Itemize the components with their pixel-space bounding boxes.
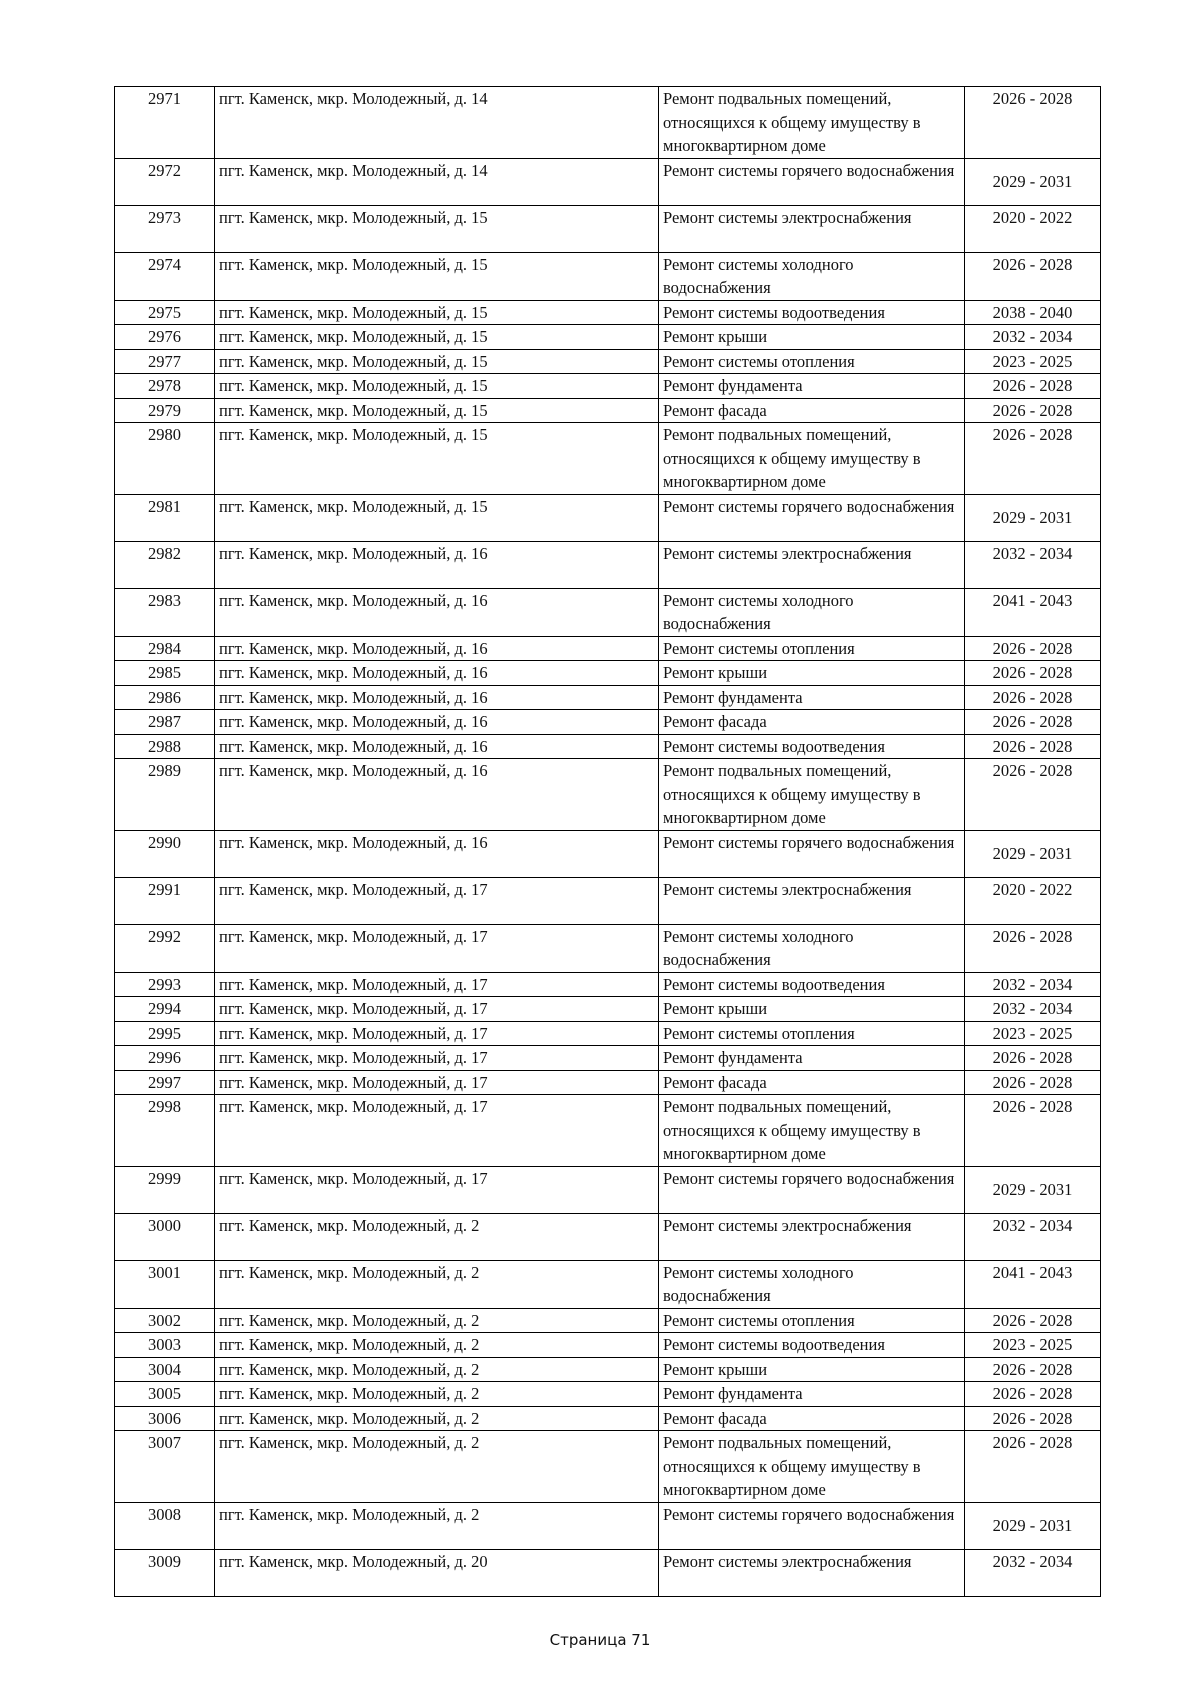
row-work-type: Ремонт системы электроснабжения (659, 541, 965, 588)
table-body (115, 87, 1101, 1597)
table-row (115, 1502, 1101, 1549)
row-period: 2026 - 2028 (965, 924, 1101, 972)
row-number: 2974 (115, 252, 215, 300)
row-work-type: Ремонт системы горячего водоснабжения (659, 1502, 965, 1549)
row-address: пгт. Каменск, мкр. Молодежный, д. 2 (215, 1502, 659, 1549)
row-period: 2029 - 2031 (965, 158, 1101, 205)
row-work-type: Ремонт фасада (659, 1070, 965, 1095)
table-row (115, 1406, 1101, 1431)
table-row (115, 398, 1101, 423)
table-row (115, 734, 1101, 759)
table-row (115, 588, 1101, 636)
table-row (115, 1046, 1101, 1071)
row-period: 2023 - 2025 (965, 1333, 1101, 1358)
row-work-type: Ремонт системы холодного водоснабжения (659, 252, 965, 300)
row-address: пгт. Каменск, мкр. Молодежный, д. 15 (215, 325, 659, 350)
table-row (115, 494, 1101, 541)
row-address: пгт. Каменск, мкр. Молодежный, д. 15 (215, 252, 659, 300)
table-row (115, 205, 1101, 252)
row-period: 2026 - 2028 (965, 1406, 1101, 1431)
row-period: 2026 - 2028 (965, 87, 1101, 159)
row-number: 2999 (115, 1166, 215, 1213)
row-period: 2026 - 2028 (965, 423, 1101, 495)
row-period: 2026 - 2028 (965, 1095, 1101, 1167)
row-work-type: Ремонт системы отопления (659, 349, 965, 374)
table-row (115, 685, 1101, 710)
table-row (115, 1070, 1101, 1095)
table-row (115, 87, 1101, 159)
row-address: пгт. Каменск, мкр. Молодежный, д. 15 (215, 205, 659, 252)
row-address: пгт. Каменск, мкр. Молодежный, д. 15 (215, 423, 659, 495)
row-period: 2041 - 2043 (965, 588, 1101, 636)
row-work-type: Ремонт крыши (659, 325, 965, 350)
row-number: 2986 (115, 685, 215, 710)
table-row (115, 1333, 1101, 1358)
page-number: Страница 71 (549, 1631, 651, 1649)
row-address: пгт. Каменск, мкр. Молодежный, д. 17 (215, 997, 659, 1022)
row-work-type: Ремонт системы горячего водоснабжения (659, 158, 965, 205)
table-row (115, 541, 1101, 588)
row-number: 2984 (115, 636, 215, 661)
row-work-type: Ремонт подвальных помещений, относящихся к общему имуществу в многоквартирном доме (659, 1095, 965, 1167)
row-period: 2026 - 2028 (965, 1382, 1101, 1407)
row-period: 2032 - 2034 (965, 1213, 1101, 1260)
row-address: пгт. Каменск, мкр. Молодежный, д. 15 (215, 494, 659, 541)
row-work-type: Ремонт системы водоотведения (659, 1333, 965, 1358)
row-number: 2998 (115, 1095, 215, 1167)
row-number: 2992 (115, 924, 215, 972)
row-address: пгт. Каменск, мкр. Молодежный, д. 17 (215, 1070, 659, 1095)
table-row (115, 374, 1101, 399)
row-number: 2995 (115, 1021, 215, 1046)
row-work-type: Ремонт системы горячего водоснабжения (659, 830, 965, 877)
row-work-type: Ремонт крыши (659, 661, 965, 686)
row-number: 2982 (115, 541, 215, 588)
row-number: 2988 (115, 734, 215, 759)
row-address: пгт. Каменск, мкр. Молодежный, д. 17 (215, 1166, 659, 1213)
row-address: пгт. Каменск, мкр. Молодежный, д. 17 (215, 1095, 659, 1167)
table-row (115, 158, 1101, 205)
row-address: пгт. Каменск, мкр. Молодежный, д. 2 (215, 1431, 659, 1503)
table-row (115, 349, 1101, 374)
row-work-type: Ремонт фасада (659, 1406, 965, 1431)
row-work-type: Ремонт подвальных помещений, относящихся к общему имуществу в многоквартирном доме (659, 87, 965, 159)
table-row (115, 877, 1101, 924)
row-address: пгт. Каменск, мкр. Молодежный, д. 17 (215, 1046, 659, 1071)
row-period: 2032 - 2034 (965, 1549, 1101, 1596)
table-row (115, 1357, 1101, 1382)
table-row (115, 972, 1101, 997)
row-period: 2023 - 2025 (965, 349, 1101, 374)
row-number: 3001 (115, 1260, 215, 1308)
row-address: пгт. Каменск, мкр. Молодежный, д. 15 (215, 300, 659, 325)
row-address: пгт. Каменск, мкр. Молодежный, д. 16 (215, 830, 659, 877)
table-row (115, 252, 1101, 300)
row-period: 2026 - 2028 (965, 734, 1101, 759)
table-row (115, 759, 1101, 831)
row-number: 2994 (115, 997, 215, 1022)
row-address: пгт. Каменск, мкр. Молодежный, д. 16 (215, 588, 659, 636)
table-row (115, 1213, 1101, 1260)
row-number: 2977 (115, 349, 215, 374)
row-address: пгт. Каменск, мкр. Молодежный, д. 16 (215, 636, 659, 661)
row-number: 3003 (115, 1333, 215, 1358)
row-number: 3006 (115, 1406, 215, 1431)
row-number: 3000 (115, 1213, 215, 1260)
table-row (115, 924, 1101, 972)
row-number: 3004 (115, 1357, 215, 1382)
row-period: 2032 - 2034 (965, 325, 1101, 350)
row-work-type: Ремонт системы электроснабжения (659, 877, 965, 924)
table-row (115, 997, 1101, 1022)
row-address: пгт. Каменск, мкр. Молодежный, д. 2 (215, 1260, 659, 1308)
row-period: 2026 - 2028 (965, 1046, 1101, 1071)
row-work-type: Ремонт системы водоотведения (659, 972, 965, 997)
row-period: 2026 - 2028 (965, 759, 1101, 831)
table-row (115, 1382, 1101, 1407)
row-number: 2989 (115, 759, 215, 831)
row-period: 2032 - 2034 (965, 972, 1101, 997)
row-work-type: Ремонт фундамента (659, 685, 965, 710)
row-period: 2023 - 2025 (965, 1021, 1101, 1046)
row-work-type: Ремонт системы электроснабжения (659, 1213, 965, 1260)
table-row (115, 830, 1101, 877)
row-address: пгт. Каменск, мкр. Молодежный, д. 15 (215, 398, 659, 423)
row-number: 2979 (115, 398, 215, 423)
row-address: пгт. Каменск, мкр. Молодежный, д. 2 (215, 1382, 659, 1407)
row-address: пгт. Каменск, мкр. Молодежный, д. 20 (215, 1549, 659, 1596)
row-number: 2981 (115, 494, 215, 541)
row-address: пгт. Каменск, мкр. Молодежный, д. 17 (215, 877, 659, 924)
row-address: пгт. Каменск, мкр. Молодежный, д. 14 (215, 87, 659, 159)
row-address: пгт. Каменск, мкр. Молодежный, д. 15 (215, 374, 659, 399)
row-number: 2985 (115, 661, 215, 686)
row-period: 2032 - 2034 (965, 997, 1101, 1022)
row-period: 2026 - 2028 (965, 252, 1101, 300)
row-address: пгт. Каменск, мкр. Молодежный, д. 16 (215, 661, 659, 686)
row-work-type: Ремонт подвальных помещений, относящихся к общему имуществу в многоквартирном доме (659, 759, 965, 831)
row-work-type: Ремонт системы горячего водоснабжения (659, 494, 965, 541)
row-number: 2975 (115, 300, 215, 325)
row-number: 2971 (115, 87, 215, 159)
table-row (115, 661, 1101, 686)
row-work-type: Ремонт фундамента (659, 1046, 965, 1071)
row-number: 3005 (115, 1382, 215, 1407)
row-address: пгт. Каменск, мкр. Молодежный, д. 16 (215, 710, 659, 735)
table-row (115, 1308, 1101, 1333)
row-address: пгт. Каменск, мкр. Молодежный, д. 16 (215, 541, 659, 588)
row-work-type: Ремонт подвальных помещений, относящихся к общему имуществу в многоквартирном доме (659, 1431, 965, 1503)
row-number: 2987 (115, 710, 215, 735)
row-address: пгт. Каменск, мкр. Молодежный, д. 2 (215, 1406, 659, 1431)
row-work-type: Ремонт фасада (659, 398, 965, 423)
row-period: 2026 - 2028 (965, 1431, 1101, 1503)
row-number: 2978 (115, 374, 215, 399)
row-period: 2026 - 2028 (965, 685, 1101, 710)
row-period: 2038 - 2040 (965, 300, 1101, 325)
row-address: пгт. Каменск, мкр. Молодежный, д. 16 (215, 759, 659, 831)
table-row (115, 1166, 1101, 1213)
row-work-type: Ремонт системы холодного водоснабжения (659, 924, 965, 972)
row-period: 2026 - 2028 (965, 1070, 1101, 1095)
row-work-type: Ремонт системы отопления (659, 636, 965, 661)
row-address: пгт. Каменск, мкр. Молодежный, д. 17 (215, 924, 659, 972)
row-period: 2041 - 2043 (965, 1260, 1101, 1308)
row-number: 3007 (115, 1431, 215, 1503)
table-row (115, 710, 1101, 735)
row-work-type: Ремонт системы электроснабжения (659, 205, 965, 252)
row-work-type: Ремонт фундамента (659, 1382, 965, 1407)
row-work-type: Ремонт системы электроснабжения (659, 1549, 965, 1596)
row-number: 2980 (115, 423, 215, 495)
row-number: 2983 (115, 588, 215, 636)
capital-repair-table (114, 86, 1101, 1597)
row-period: 2026 - 2028 (965, 1357, 1101, 1382)
row-number: 3008 (115, 1502, 215, 1549)
table-row (115, 1260, 1101, 1308)
table-row (115, 423, 1101, 495)
row-address: пгт. Каменск, мкр. Молодежный, д. 17 (215, 972, 659, 997)
row-period: 2026 - 2028 (965, 374, 1101, 399)
row-period: 2029 - 2031 (965, 1502, 1101, 1549)
row-number: 3002 (115, 1308, 215, 1333)
row-work-type: Ремонт фасада (659, 710, 965, 735)
row-number: 3009 (115, 1549, 215, 1596)
row-period: 2026 - 2028 (965, 661, 1101, 686)
table-row (115, 636, 1101, 661)
row-work-type: Ремонт системы отопления (659, 1021, 965, 1046)
row-work-type: Ремонт системы водоотведения (659, 300, 965, 325)
row-address: пгт. Каменск, мкр. Молодежный, д. 2 (215, 1308, 659, 1333)
row-address: пгт. Каменск, мкр. Молодежный, д. 2 (215, 1333, 659, 1358)
row-period: 2026 - 2028 (965, 398, 1101, 423)
row-address: пгт. Каменск, мкр. Молодежный, д. 2 (215, 1213, 659, 1260)
row-period: 2029 - 2031 (965, 1166, 1101, 1213)
row-number: 2996 (115, 1046, 215, 1071)
row-address: пгт. Каменск, мкр. Молодежный, д. 15 (215, 349, 659, 374)
row-work-type: Ремонт подвальных помещений, относящихся к общему имуществу в многоквартирном доме (659, 423, 965, 495)
row-number: 2993 (115, 972, 215, 997)
row-work-type: Ремонт системы холодного водоснабжения (659, 588, 965, 636)
row-work-type: Ремонт крыши (659, 997, 965, 1022)
row-work-type: Ремонт системы водоотведения (659, 734, 965, 759)
row-work-type: Ремонт системы отопления (659, 1308, 965, 1333)
row-work-type: Ремонт системы холодного водоснабжения (659, 1260, 965, 1308)
table-row (115, 300, 1101, 325)
table-row (115, 1549, 1101, 1596)
row-period: 2032 - 2034 (965, 541, 1101, 588)
row-number: 2972 (115, 158, 215, 205)
row-address: пгт. Каменск, мкр. Молодежный, д. 14 (215, 158, 659, 205)
table-row (115, 325, 1101, 350)
row-period: 2026 - 2028 (965, 636, 1101, 661)
row-number: 2991 (115, 877, 215, 924)
row-number: 2990 (115, 830, 215, 877)
table-row (115, 1431, 1101, 1503)
row-period: 2020 - 2022 (965, 205, 1101, 252)
row-address: пгт. Каменск, мкр. Молодежный, д. 2 (215, 1357, 659, 1382)
row-address: пгт. Каменск, мкр. Молодежный, д. 16 (215, 734, 659, 759)
table-row (115, 1021, 1101, 1046)
row-period: 2029 - 2031 (965, 494, 1101, 541)
row-period: 2020 - 2022 (965, 877, 1101, 924)
row-period: 2026 - 2028 (965, 1308, 1101, 1333)
row-number: 2997 (115, 1070, 215, 1095)
row-address: пгт. Каменск, мкр. Молодежный, д. 17 (215, 1021, 659, 1046)
row-work-type: Ремонт фундамента (659, 374, 965, 399)
row-address: пгт. Каменск, мкр. Молодежный, д. 16 (215, 685, 659, 710)
row-work-type: Ремонт крыши (659, 1357, 965, 1382)
row-period: 2026 - 2028 (965, 710, 1101, 735)
row-work-type: Ремонт системы горячего водоснабжения (659, 1166, 965, 1213)
table-row (115, 1095, 1101, 1167)
row-number: 2976 (115, 325, 215, 350)
row-number: 2973 (115, 205, 215, 252)
row-period: 2029 - 2031 (965, 830, 1101, 877)
